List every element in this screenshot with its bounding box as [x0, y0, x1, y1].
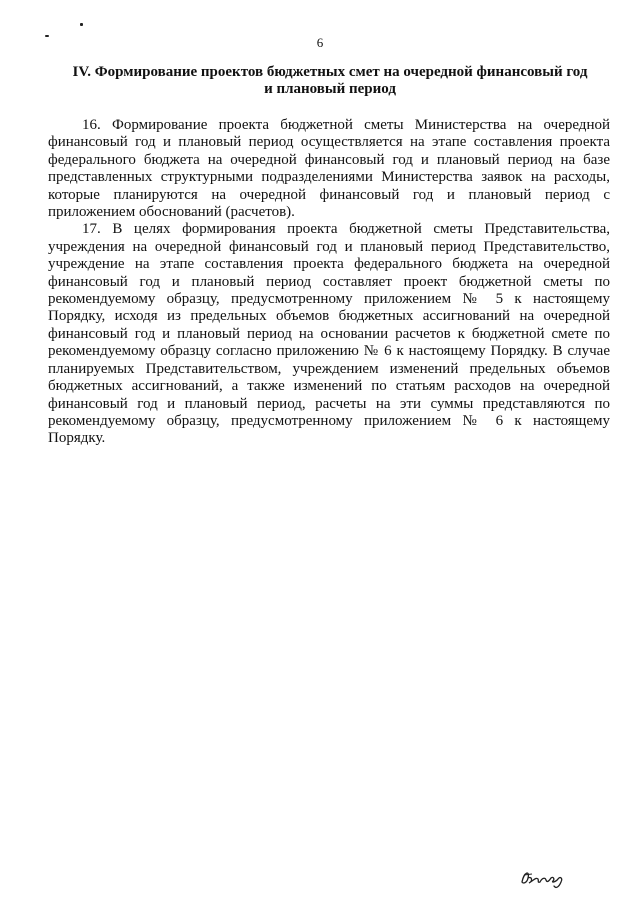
- handwritten-signature: [518, 864, 568, 892]
- page-number: 6: [316, 35, 324, 50]
- paragraph-17: 17. В целях формирования проекта бюджетной сметы Представительства, учреждения на очередной финансовый год и плановый период Представительство, учреждение на этапе составления проекта федерального бюджета на очередной финансовый год и плановый период составляет проект бюджетной сметы по рекомендуемому образцу, предусмотренному приложением № 5 к настоящему Порядку, исходя из предельных объемов бюджетных ассигнований на очередной финансовый год и плановый период на основании расчетов к бюджетной смете по рекомендуемому образцу согласно приложению № 6 к настоящему Порядку. В случае планируемых Представительством, учреждением изменений предельных объемов бюджетных ассигнований, а также изменений по статьям расходов на очередной финансовый год и плановый период, расчеты на эти суммы представляются по рекомендуемому образцу, предусмотренному приложением № 6 к настоящему Порядку.: [48, 221, 610, 447]
- document-body: [48, 117, 610, 448]
- paragraph-16: 16. Формирование проекта бюджетной сметы Министерства на очередной финансовый год и плановый период осуществляется на этапе составления проекта федерального бюджета на очередной финансовый год и плановый период на базе представленных структурными подразделениями Министерства заявок на расходы, которые планируются на очередной финансовый год и плановый период с приложением обоснований (расчетов).: [48, 117, 610, 221]
- scan-speck: [80, 23, 83, 26]
- section-title: IV. Формирование проектов бюджетных смет на очередной финансовый год и плановый период: [72, 64, 588, 97]
